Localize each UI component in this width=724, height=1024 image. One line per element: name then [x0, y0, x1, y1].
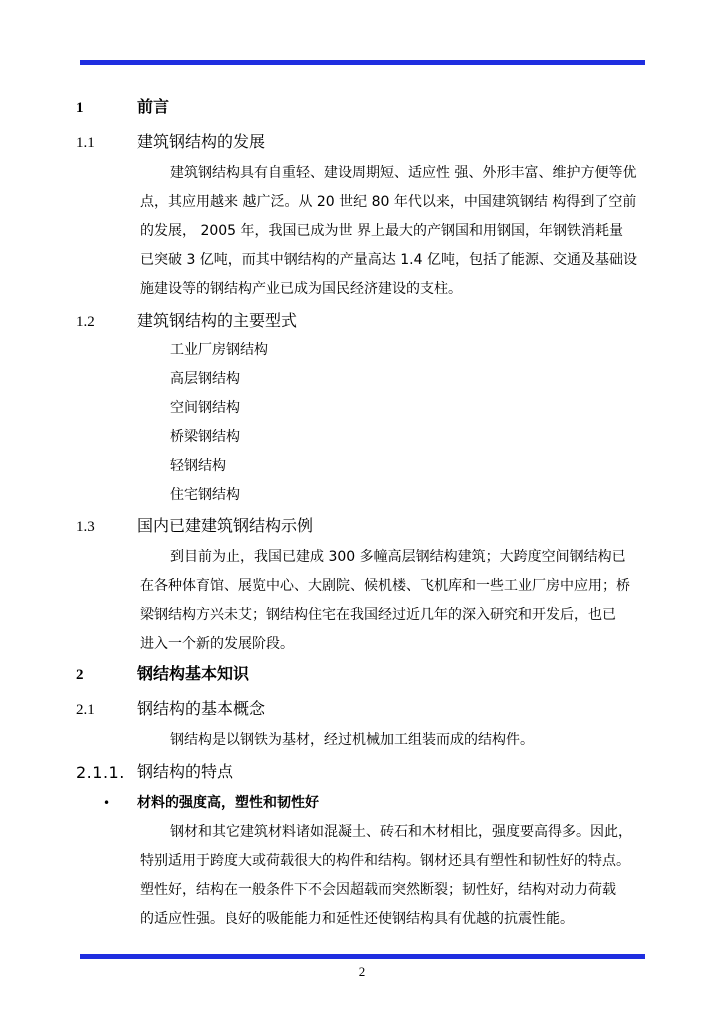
paragraph-line: 塑性好，结构在一般条件下不会因超载而突然断裂；韧性好，结构对动力荷载	[140, 882, 616, 898]
paragraph-line: 的发展， 2005 年，我国已成为世 界上最大的产钢国和用钢国，年钢铁消耗量	[140, 223, 623, 239]
paragraph-line: 的适应性强。良好的吸能能力和延性还使钢结构具有优越的抗震性能。	[140, 911, 574, 927]
section-title: 钢结构基本知识	[137, 664, 250, 683]
subsection-title: 建筑钢结构的发展	[137, 132, 266, 151]
paragraph-line: 特别适用于跨度大或荷载很大的构件和结构。钢材还具有塑性和韧性好的特点。	[140, 853, 630, 869]
list-item: 空间钢结构	[170, 400, 240, 416]
list-item: 轻钢结构	[170, 458, 226, 474]
paragraph-line: 在各种体育馆、展览中心、大剧院、候机楼、飞机库和一些工业厂房中应用；桥	[140, 578, 630, 594]
subsection-number: 1.2	[76, 314, 95, 330]
subsubsection-number: 2.1.1.	[76, 763, 125, 782]
subsection-title: 国内已建建筑钢结构示例	[137, 516, 314, 535]
subsection-number: 1.1	[76, 135, 95, 151]
paragraph-line: 进入一个新的发展阶段。	[140, 636, 294, 652]
page-number: 2	[358, 964, 366, 979]
bullet-icon: •	[103, 796, 111, 810]
subsection-number: 1.3	[76, 519, 95, 535]
list-item: 住宅钢结构	[170, 487, 240, 503]
paragraph-line: 已突破 3 亿吨，而其中钢结构的产量高达 1.4 亿吨，包括了能源、交通及基础设	[140, 252, 637, 268]
footer-rule	[80, 954, 645, 959]
paragraph-line: 点，其应用越来 越广泛。从 20 世纪 80 年代以来，中国建筑钢结 构得到了空前	[140, 194, 637, 210]
subsection-title: 建筑钢结构的主要型式	[137, 311, 298, 330]
list-item: 桥梁钢结构	[170, 429, 240, 445]
list-item: 高层钢结构	[170, 371, 240, 387]
section-number: 2	[76, 667, 84, 683]
section-title: 前言	[137, 97, 170, 116]
paragraph-line: 施建设等的钢结构产业已成为国民经济建设的支柱。	[140, 281, 462, 297]
paragraph-line: 到目前为止，我国已建成 300 多幢高层钢结构建筑；大跨度空间钢结构已	[170, 549, 626, 565]
paragraph-line: 建筑钢结构具有自重轻、建设周期短、适应性 强、外形丰富、维护方便等优	[170, 165, 637, 181]
paragraph-line: 钢材和其它建筑材料诸如混凝土、砖石和木材相比，强度要高得多。因此，	[170, 824, 632, 840]
subsubsection-title: 钢结构的特点	[137, 762, 234, 781]
header-rule	[80, 60, 645, 65]
paragraph-line: 梁钢结构方兴未艾；钢结构住宅在我国经过近几年的深入研究和开发后，也已	[140, 607, 616, 623]
bullet-title: 材料的强度高，塑性和韧性好	[137, 795, 319, 811]
subsection-title: 钢结构的基本概念	[137, 699, 266, 718]
section-number: 1	[76, 100, 84, 116]
subsection-number: 2.1	[76, 702, 95, 718]
list-item: 工业厂房钢结构	[170, 342, 268, 358]
paragraph-line: 钢结构是以钢铁为基材，经过机械加工组装而成的结构件。	[170, 732, 534, 748]
